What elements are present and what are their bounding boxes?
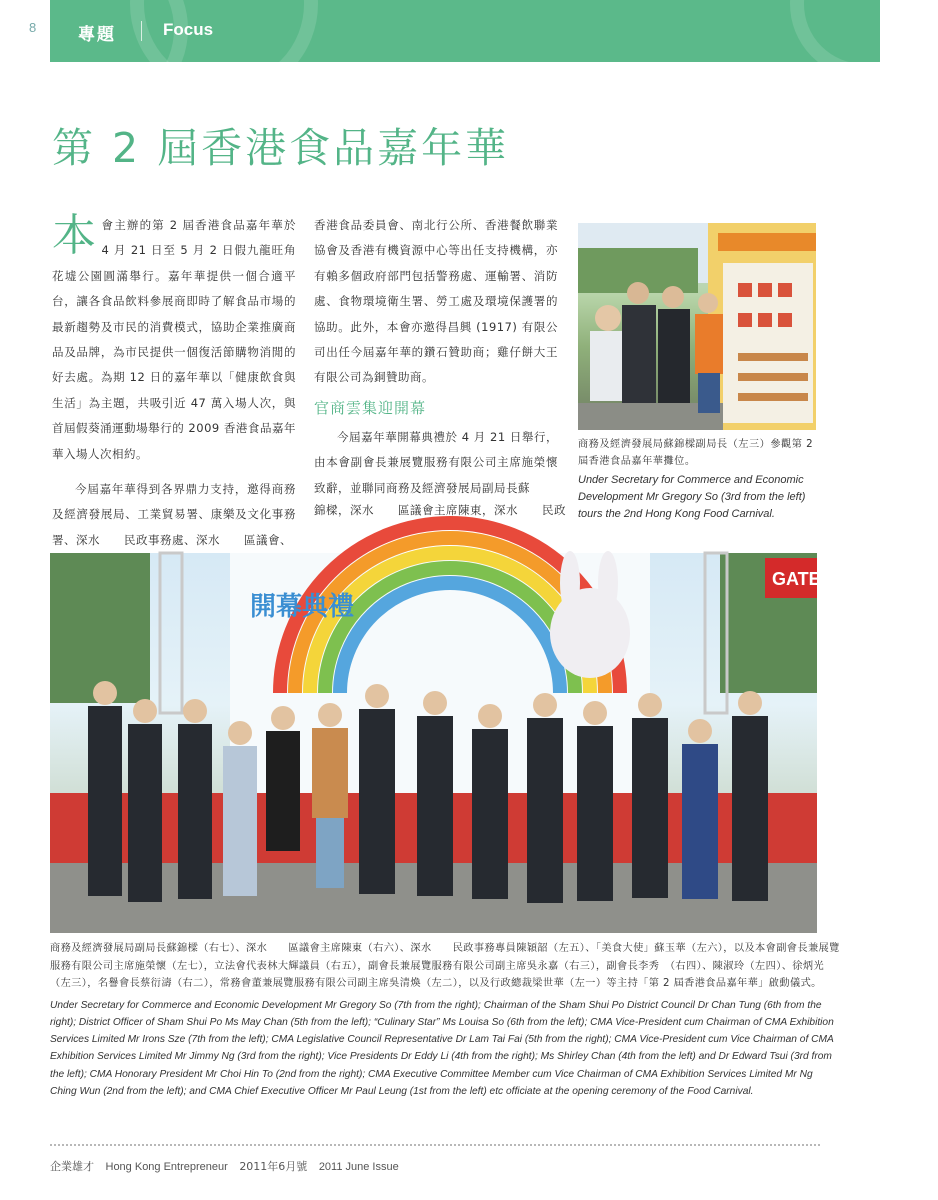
- opening-ceremony-photo-image: [50, 553, 839, 933]
- section-header: [50, 0, 880, 62]
- banner-text: 開幕典禮: [250, 592, 355, 622]
- caption-zh: 商務及經濟發展局副局長蘇錦樑（右七）、深水 區議會主席陳東（右六）、深水 民政事務專員陳穎韶（左五）、「美食大使」蘇玉華（左六），以及本會副會長兼展覽服務有限公司主席施榮懷（左七），立法會代表林大輝議員（右五），副會長兼展覽服務有限公司副主席吳永嘉（右三），副會長李秀 （右四）、陳淑玲（左四）、徐炳光（左三），名譽會長蔡衍濤（右二），常務會董兼展覽服務有限公司副主席吳清煥（左二），以及行政總裁梁世華（左一）等主持「第 2 屆香港食品嘉年華」啟動儀式。: [50, 943, 840, 990]
- paragraph-2: 今屆嘉年華得到各界鼎力支持，邀得商務及經濟發展局、工業貿易署、康樂及文化事務署、深水 民政事務處、深水 區議會、: [52, 482, 296, 547]
- gate-sign: GATE B: [772, 569, 839, 589]
- photo-opening-ceremony: [50, 553, 839, 933]
- decor-circle: [790, 0, 938, 78]
- header-divider: [141, 21, 142, 41]
- section-title-en: Focus: [163, 20, 214, 39]
- issue-zh: 2011年6月號: [239, 1160, 308, 1173]
- page-number: 8: [29, 20, 37, 35]
- article-column-2: [314, 213, 558, 501]
- footer-divider: [50, 1144, 820, 1146]
- photo-booth-tour: [578, 223, 816, 430]
- dropcap: 本: [52, 210, 97, 261]
- article-title: 第 2 屆香港食品嘉年華: [52, 124, 510, 172]
- caption-zh: 商務及經濟發展局蘇錦樑副局長（左三）參觀第 2 屆香港食品嘉年華攤位。: [578, 439, 814, 467]
- photo-booth-tour-caption: [578, 436, 822, 523]
- footer: [50, 1158, 407, 1174]
- magazine-name-zh: 企業雄才: [50, 1160, 94, 1173]
- paragraph-3: 今屆嘉年華開幕典禮於 4 月 21 日舉行，由本會副會長兼展覽服務有限公司主席施榮懷致辭，並聯同商務及經濟發展局副局長蘇: [314, 429, 558, 495]
- photo-opening-ceremony-caption: [50, 940, 840, 1100]
- article-column-1: [52, 210, 296, 553]
- subheading: 官商雲集迎開幕: [314, 398, 427, 417]
- caption-en: Under Secretary for Commerce and Economic Development Mr Gregory So (3rd from the left) tours the 2nd Hong Kong Food Carnival.: [578, 474, 806, 520]
- paragraph-2-continued: 香港食品委員會、南北行公所、香港餐飲聯業協會及香港有機資源中心等出任支持機構，亦有賴多個政府部門包括警務處、運輸署、消防處、食物環境衛生署、勞工處及環境保護署的協助。此外，本會亦邀得昌興 (1917) 有限公司出任今屆嘉年華的鑽石贊助商；雞仔餅大王有限公司為銅贊助商。: [314, 218, 558, 385]
- section-title-zh: 專題: [78, 25, 116, 45]
- paragraph-3-tail: 錦樑，深水 區議會主席陳東，深水 民政: [314, 503, 566, 517]
- booth-tour-photo-image: [578, 223, 816, 430]
- magazine-name-en: Hong Kong Entrepreneur: [105, 1161, 228, 1173]
- caption-en: Under Secretary for Commerce and Economic Development Mr Gregory So (7th from the right); Chairman of the Sham Shui Po District Council Dr Chan Tung (6th from the right); District Officer of Sham Shui Po Ms May Chan (5th from the left); “Culinary Star” Ms Louisa So (6th from the left); CMA Vice-President cum Chairman of CMA Exhibition Services Limited Mr Irons Sze (7th from the left); CMA Legislative Council Representative Dr Lam Tai Fai (5th from the right); CMA Vice-President cum Vice Chairman of CMA Exhibition Services Limited Mr Jimmy Ng (3rd from the right); Vice Presidents Dr Eddy Li (4th from the right); Ms Shirley Chan (4th from the left) and Dr Edward Tsui (3rd from the left); CMA Honorary President Mr Choi Hin To (2nd from the right); CMA Executive Committee Member cum Vice Chairman of CMA Exhibition Services Limited Mr Ng Ching Wun (2nd from the left); and CMA Chief Executive Officer Mr Paul Leung (1st from the left) etc officiate at the opening ceremony of the Food Carnival.: [50, 999, 834, 1097]
- paragraph-1: 本會主辦的第 2 屆香港食品嘉年華於 4 月 21 日至 5 月 2 日假九龍旺角花墟公園圓滿舉行。嘉年華提供一個合適平台，讓各食品飲料參展商即時了解食品市場的最新趨勢及市民的消費模式，協助企業推廣商品及品牌，為市民提供一個復活節購物消閒的好去處。為期 12 日的嘉年華以「健康飲食與生活」為主題，共吸引近 47 萬入場人次，與首屆假葵涌運動場舉行的 2009 香港食品嘉年華入場人次相約。: [52, 210, 296, 461]
- issue-en: 2011 June Issue: [318, 1161, 399, 1173]
